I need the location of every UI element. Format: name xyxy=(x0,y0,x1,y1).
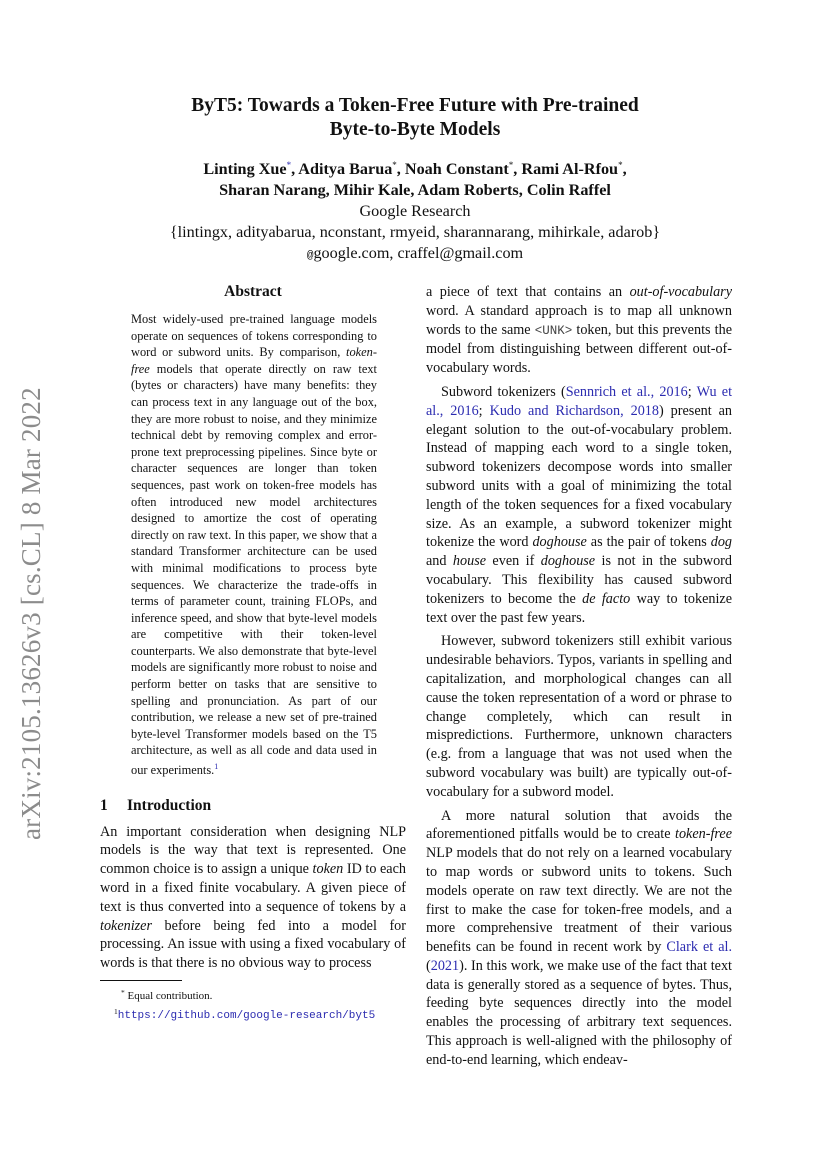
text-part: ; xyxy=(478,402,490,419)
github-link[interactable]: https://github.com/google-research/byt5 xyxy=(117,1010,376,1022)
citation-link[interactable]: Clark et al. xyxy=(666,939,733,956)
section-number: 1 xyxy=(100,796,108,814)
emphasis: dog xyxy=(710,534,732,551)
text-part: and xyxy=(426,553,453,570)
emails-line-1: {lintingx, adityabarua, nconstant, rmyeid, sharannarang, mihirkale, adarob} xyxy=(169,223,661,241)
text-part: ( xyxy=(426,957,431,974)
emphasis: house xyxy=(452,553,487,570)
section-title: Introduction xyxy=(127,796,212,814)
text-part: word. A standard approach is to map all unknown words to the same xyxy=(426,302,732,338)
title-line-1: ByT5: Towards a Token-Free Future with Pre-trained xyxy=(191,95,639,116)
footnote-1 xyxy=(100,1004,406,1024)
emphasis: doghouse xyxy=(532,534,587,551)
footnote-ref-1[interactable]: 1 xyxy=(214,762,219,772)
text-part: as the pair of tokens xyxy=(586,534,711,551)
citation-link[interactable]: Kudo and Richardson, 2018 xyxy=(489,402,659,419)
abstract-heading: Abstract xyxy=(224,283,282,300)
text-part: way to tokenize text over the past few years. xyxy=(426,590,732,626)
text-part: a piece of text that contains an xyxy=(426,284,630,300)
emphasis: token-free xyxy=(675,826,732,843)
footnote-equal-contribution xyxy=(100,985,406,1004)
paper-title xyxy=(100,94,730,142)
affiliation: Google Research xyxy=(359,202,471,220)
footnote-text: Equal contribution. xyxy=(127,990,213,1002)
text-part: is not in the subword vocabulary. This flexibility has caused subword tokenizers to become the xyxy=(426,553,733,607)
text-part: ID to each word in a fixed finite vocabulary. A given piece of text is thus converted into a sequence of tokens by a xyxy=(100,861,406,915)
intro-paragraph-3: However, subword tokenizers still exhibit various undesirable behaviors. Typos, variants in spelling and capitalization, and morphological changes can all cause the token representation of a word or phrase to change completely, which can result in mispredictions. Furthermore, unknown characters (e.g. from a language that was not used when the subword vocabulary was built) are typically out-of-vocabulary for a subword model. xyxy=(426,633,732,800)
text-part: even if xyxy=(486,553,541,570)
citation-link[interactable]: Sennrich et al., 2016 xyxy=(565,383,688,400)
emphasis: tokenizer xyxy=(100,917,153,934)
authors-line-2: Sharan Narang, Mihir Kale, Adam Roberts, Colin Raffel xyxy=(219,181,611,199)
emails-line-2 xyxy=(100,243,730,267)
abstract-text xyxy=(131,311,377,779)
author-name: Rami Al-Rfou xyxy=(521,160,619,178)
emphasis: doghouse xyxy=(540,553,596,570)
section-heading-introduction xyxy=(100,797,406,815)
intro-paragraph-1-continued xyxy=(426,283,732,378)
abstract-emphasis: token-free xyxy=(131,345,377,376)
left-column xyxy=(100,283,406,1024)
text-part: ) present an elegant solution to the out-of-vocabulary problem. Instead of mapping each word to a single token, subword tokenizers decompose words into smaller subword units with a goal of minimizing the total length of the token sequences for a fixed vocabulary size. As an example, a subword tokenizer might tokenize the word xyxy=(426,402,732,551)
arxiv-identifier-stamp: arXiv:2105.13626v3 [cs.CL] 8 Mar 2022 xyxy=(16,387,46,840)
equal-contribution-mark[interactable]: * xyxy=(286,160,292,170)
author-block xyxy=(100,155,730,267)
right-column xyxy=(426,283,732,1070)
text-part: ; xyxy=(687,383,697,400)
citation-year-link[interactable]: 2021 xyxy=(430,957,460,974)
text-part: A more natural solution that avoids the aforementioned pitfalls would be to create xyxy=(426,807,732,843)
intro-paragraph-4 xyxy=(426,807,732,1070)
emphasis: token xyxy=(312,861,344,878)
intro-paragraph-1 xyxy=(100,823,406,973)
text-part: An important consideration when designing NLP models is the way that text is represented. One common choice is to assign a unique xyxy=(100,823,406,878)
equal-contribution-mark: * xyxy=(618,160,623,170)
footnote-divider xyxy=(100,980,182,981)
citation-link[interactable]: Wu et al., 2016 xyxy=(426,383,733,419)
abstract-text-part: Most widely-used pre-trained language models operate on sequences of tokens corresponding to word or subword units. By comparison, xyxy=(131,312,377,360)
intro-paragraph-2 xyxy=(426,383,732,627)
text-part: token, but this prevents the model from distinguishing between different out-of-vocabulary words. xyxy=(426,321,732,377)
text-part: NLP models that do not rely on a learned vocabulary to map words or subword units to tokens. Such models operate on raw text directly. We are not the first to make the case for token-free models, and a more comprehensive treatment of their various benefits can be found in recent work by xyxy=(426,845,732,956)
unk-token-code: <UNK> xyxy=(534,323,573,338)
text-part: ). In this work, we make use of the fact that text data is generally stored as a sequence of bytes. Thus, feeding byte sequences directly into the model enables the processing of arbitrary text sequences. This approach is well-aligned with the philosophy of end-to-end learning, which endeav- xyxy=(426,957,732,1068)
emphasis: out-of-vocabulary xyxy=(629,284,732,300)
text-part: before being fed into a model for processing. An issue with using a fixed vocabulary of words is that there is no obvious way to process xyxy=(100,917,406,972)
text-part: Subword tokenizers ( xyxy=(441,383,566,400)
email-at-sign: @ xyxy=(306,250,314,262)
emphasis: de facto xyxy=(582,590,631,607)
footnote-mark: 1 xyxy=(114,1007,118,1016)
equal-contribution-mark: * xyxy=(392,160,397,170)
author-name: Noah Constant xyxy=(404,160,509,178)
author-name: Aditya Barua xyxy=(298,160,393,178)
authors-line-1: Linting Xue*, Aditya Barua*, Noah Constant*, Rami Al-Rfou*, xyxy=(203,160,627,178)
author-name: Linting Xue xyxy=(203,160,287,178)
abstract-text-part: models that operate directly on raw text (bytes or characters) have many benefits: they can process text in any language out of the box, they are more robust to noise, and they minimize technical debt by removing complex and error-prone text preprocessing pipelines. Since byte or character sequences are longer than token sequences, past work on token-free models has often introduced new model architectures designed to amortize the cost of operating directly on raw text. In this paper, we show that a standard Transformer architecture can be used with minimal modifications to process byte sequences. We characterize the trade-offs in terms of parameter count, training FLOPs, and inference speed, and show that byte-level models are competitive with their token-level counterparts. We also demonstrate that byte-level models are significantly more robust to noise and perform better on tasks that are sensitive to spelling and pronunciation. As part of our contribution, we release a new set of pre-trained byte-level Transformer models based on the T5 architecture, as well as all code and data used in our experiments. xyxy=(131,361,377,778)
footnote-mark: * xyxy=(121,988,125,997)
email-domains: google.com, craffel@gmail.com xyxy=(313,244,524,262)
title-line-2: Byte-to-Byte Models xyxy=(329,119,501,140)
equal-contribution-mark: * xyxy=(508,160,514,170)
